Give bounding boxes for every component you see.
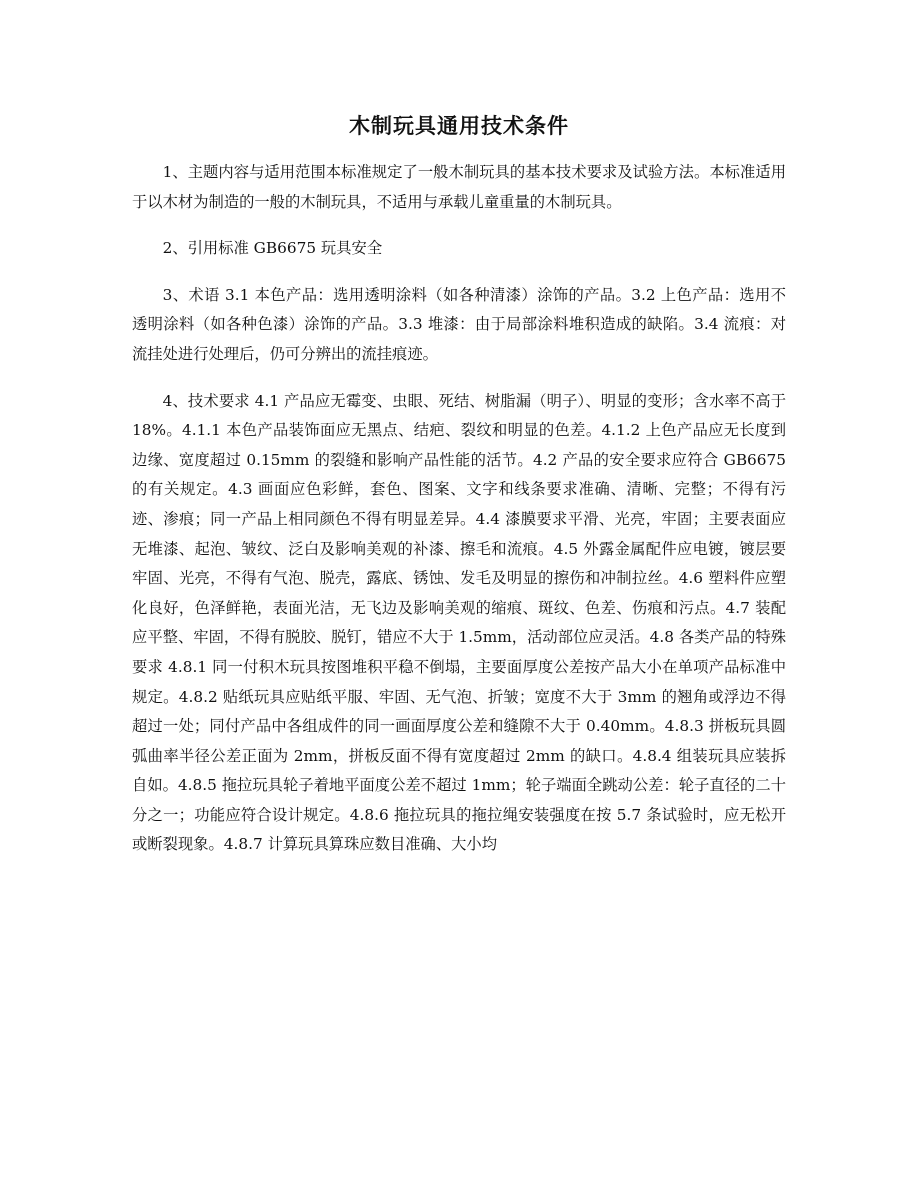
document-body	[132, 108, 786, 877]
paragraph-scope: 1、主题内容与适用范围本标准规定了一般木制玩具的基本技术要求及试验方法。本标准适用于以木材为制造的一般的木制玩具，不适用与承载儿童重量的木制玩具。	[132, 163, 786, 211]
paragraph-terms: 3、术语 3.1 本色产品：选用透明涂料（如各种清漆）涂饰的产品。3.2 上色产品：选用不透明涂料（如各种色漆）涂饰的产品。3.3 堆漆：由于局部涂料堆积造成的缺陷。3.4 流痕：对流挂处进行处理后，仍可分辨出的流挂痕迹。	[132, 285, 786, 363]
paragraph-technical-requirements: 4、技术要求 4.1 产品应无霉变、虫眼、死结、树脂漏（明子）、明显的变形；含水率不高于 18%。4.1.1 本色产品装饰面应无黑点、结疤、裂纹和明显的色差。4.1.2 上色产品应无长度到边缘、宽度超过 0.15mm 的裂缝和影响产品性能的活节。4.2 产品的安全要求应符合 GB6675 的有关规定。4.3 画面应色彩鲜，套色、图案、文字和线条要求准确、清晰、完整；不得有污迹、渗痕；同一产品上相同颜色不得有明显差异。4.4 漆膜要求平滑、光亮，牢固；主要表面应无堆漆、起泡、皱纹、泛白及影响美观的补漆、擦毛和流痕。4.5 外露金属配件应电镀，镀层要牢固、光亮，不得有气泡、脱壳，露底、锈蚀、发毛及明显的擦伤和冲制拉丝。4.6 塑料件应塑化良好，色泽鲜艳，表面光洁，无飞边及影响美观的缩痕、斑纹、色差、伤痕和污点。4.7 装配应平整、牢固，不得有脱胶、脱钉，错应不大于 1.5mm，活动部位应灵活。4.8 各类产品的特殊要求 4.8.1 同一付积木玩具按图堆积平稳不倒塌，主要面厚度公差按产品大小在单项产品标准中规定。4.8.2 贴纸玩具应贴纸平服、牢固、无气泡、折皱；宽度不大于 3mm 的翘角或浮边不得超过一处；同付产品中各组成件的同一画面厚度公差和缝隙不大于 0.40mm。4.8.3 拼板玩具圆弧曲率半径公差正面为 2mm，拼板反面不得有宽度超过 2mm 的缺口。4.8.4 组装玩具应装拆自如。4.8.5 拖拉玩具轮子着地平面度公差不超过 1mm；轮子端面全跳动公差：轮子直径的二十分之一；功能应符合设计规定。4.8.6 拖拉玩具的拖拉绳安装强度在按 5.7 条试验时，应无松开或断裂现象。4.8.7 计算玩具算珠应数目准确、大小均	[132, 391, 786, 854]
paragraph-referenced-standards: 2、引用标准 GB6675 玩具安全	[162, 239, 383, 258]
document-title: 木制玩具通用技术条件	[349, 114, 569, 138]
